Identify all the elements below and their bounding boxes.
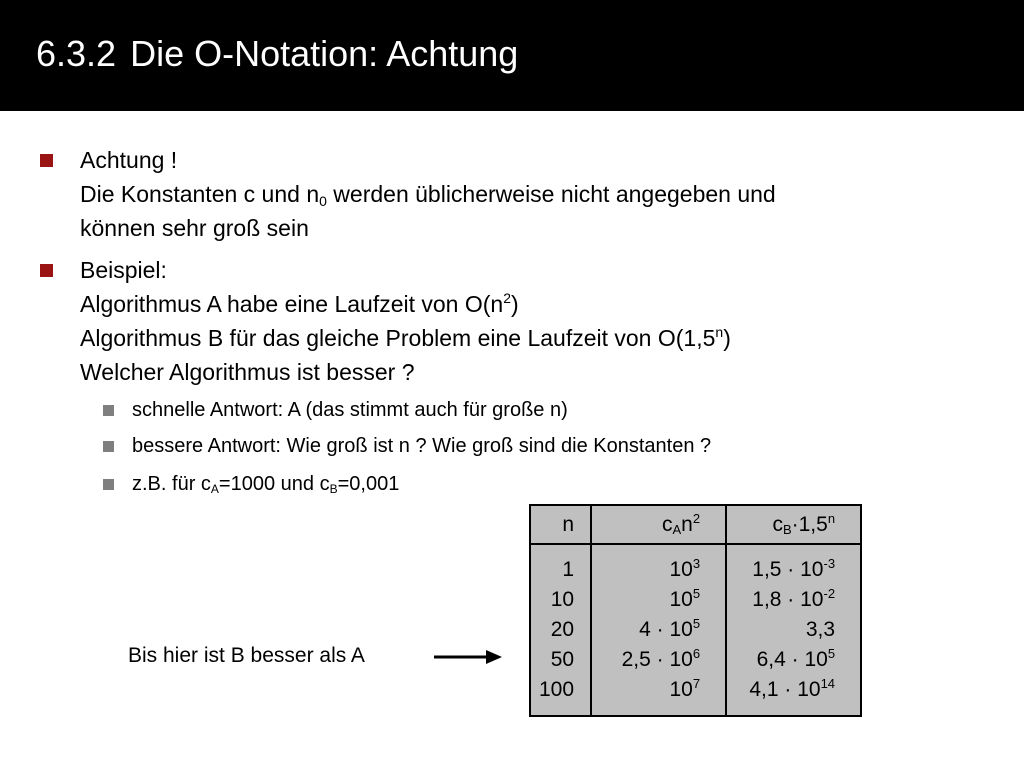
cell-algorithm-b: $4,1 \cdot 10^{14}$ xyxy=(726,675,861,716)
square-bullet-icon xyxy=(40,154,53,167)
table-row xyxy=(530,675,861,716)
sub-bullet-text: z.B. für $c_A=1000$ und $c_B=0,001$ xyxy=(132,473,400,496)
small-square-bullet-icon xyxy=(103,405,114,416)
cell-algorithm-a: $10^7$ xyxy=(591,675,726,716)
sub-bullet-text: bessere Antwort: Wie groß ist n ? Wie groß sind die Konstanten ? xyxy=(132,435,712,457)
right-arrow-icon xyxy=(434,648,504,666)
bullet-line: Algorithmus B für das gleiche Problem eine Laufzeit von O(1,5$^n$) xyxy=(80,324,731,351)
cell-algorithm-b: $6,4 \cdot 10^5$ xyxy=(726,645,861,675)
table-row xyxy=(530,645,861,675)
cell-algorithm-a: $4 \cdot 10^5$ xyxy=(591,615,726,645)
cell-n: 1 xyxy=(562,558,575,581)
bullet-line: Algorithmus A habe eine Laufzeit von $O(n^2)$ xyxy=(80,290,519,317)
bullet-line: Achtung ! xyxy=(80,147,178,173)
cell-n: 50 xyxy=(550,648,575,671)
header-algorithm-b: $c_B\cdot 1,5^n$ xyxy=(726,505,861,544)
bullet-line: Beispiel: xyxy=(80,257,167,283)
sub-bullet-text: schnelle Antwort: A (das stimmt auch für große n) xyxy=(132,399,568,421)
cell-algorithm-b: $1,8 \cdot 10^{-2}$ xyxy=(726,585,861,615)
bullet-line: Welcher Algorithmus ist besser ? xyxy=(80,359,415,385)
cell-algorithm-b: $1,5 \cdot 10^{-3}$ xyxy=(726,544,861,585)
table-header-row xyxy=(530,505,861,544)
title-bar xyxy=(0,0,1024,111)
cell-algorithm-a: $2,5 \cdot 10^6$ xyxy=(591,645,726,675)
square-bullet-icon xyxy=(40,264,53,277)
bullet-line: können sehr groß sein xyxy=(80,215,309,241)
table-row xyxy=(530,615,861,645)
runtime-comparison-table xyxy=(529,504,862,717)
bullet-line: Die Konstanten c und $n_0$ werden üblicherweise nicht angegeben und xyxy=(80,181,776,209)
cell-n: 10 xyxy=(550,588,575,611)
cell-algorithm-b: 3,3 xyxy=(726,615,861,645)
cell-n: 20 xyxy=(550,618,575,641)
annotation-label: Bis hier ist B besser als A xyxy=(128,644,365,667)
cell-n: 100 xyxy=(539,678,575,701)
bullet-text xyxy=(80,253,731,389)
header-n: n xyxy=(530,505,591,544)
small-square-bullet-icon xyxy=(103,479,114,490)
section-number: 6.3.2 xyxy=(36,33,117,74)
small-square-bullet-icon xyxy=(103,441,114,452)
header-algorithm-a: $c_An^2$ xyxy=(591,505,726,544)
bullet-text xyxy=(80,143,776,245)
cell-algorithm-a: $10^5$ xyxy=(591,585,726,615)
cell-algorithm-a: $10^3$ xyxy=(591,544,726,585)
slide-title xyxy=(36,33,518,75)
table-row xyxy=(530,544,861,585)
table-row xyxy=(530,585,861,615)
title-text: Die O-Notation: Achtung xyxy=(130,33,519,74)
